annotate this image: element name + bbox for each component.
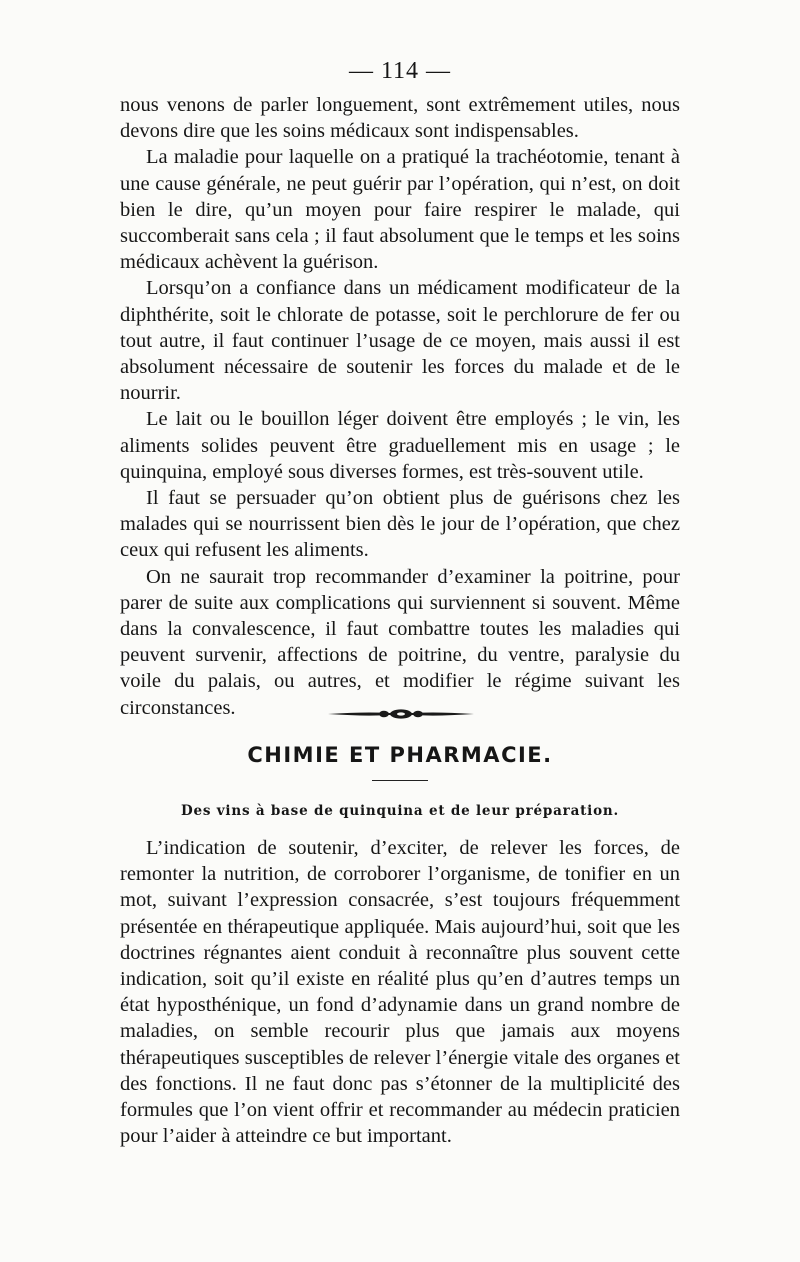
paragraph: L’indication de soutenir, d’exciter, de relever les forces, de remonter la nutrition, de corroborer l’organisme, de tonifier en un mot, suivant l’expression consacrée, s’est toujours fréquemment présentée en thérapeutique appliquée. Mais aujourd’hui, soit que les doctrines régnantes aient conduit à reconnaître plus souvent cette indication, soit qu’il existe en réalité plus qu’en d’autres temps un état hyposthénique, un fond d’adynamie dans un grand nombre de maladies, on semble recourir plus que jamais aux moyens thérapeutiques susceptibles de relever l’énergie vitale des organes et des fonctions. Il ne faut donc pas s’étonner de la multiplicité des formules que l’on vient offrir et recommander au médecin praticien pour l’aider à atteindre ce but important. xyxy=(120,837,680,1148)
paragraph: Il faut se persuader qu’on obtient plus de guérisons chez les malades qui se nourrissent bien dès le jour de l’opération, que chez ceux qui refusent les aliments. xyxy=(120,487,680,562)
body-text-bottom xyxy=(120,835,680,1149)
paragraph: On ne saurait trop recommander d’examiner la poitrine, pour parer de suite aux complications qui surviennent si souvent. Même dans la convalescence, il faut combattre toutes les maladies qui peuvent survenir, affections de poitrine, du ventre, paralysie du voile du palais, ou autres, et modifier le régime suivant les circonstances. xyxy=(120,565,680,719)
paragraph: La maladie pour laquelle on a pratiqué la trachéotomie, tenant à une cause générale, ne peut guérir par l’opération, qui n’est, on doit bien le dire, qu’un moyen pour faire respirer le malade, qui succomberait sans cela ; il faut absolument que le temps et les soins médicaux achèvent la guérison. xyxy=(120,146,680,274)
title-underline xyxy=(372,780,428,781)
ornamental-divider-icon xyxy=(326,706,476,722)
paragraph-continuation: nous venons de parler longuement, sont extrêmement utiles, nous devons dire que les soins médicaux sont indispensables. xyxy=(120,94,680,143)
section-subtitle: Des vins à base de quinquina et de leur préparation. xyxy=(180,803,620,819)
section-title: CHIMIE ET PHARMACIE. xyxy=(247,743,553,767)
paragraph: Le lait ou le bouillon léger doivent être employés ; le vin, les aliments solides peuvent être graduellement mis en usage ; le quinquina, employé sous diverses formes, est très-souvent utile. xyxy=(120,408,680,483)
paragraph: Lorsqu’on a confiance dans un médicament modificateur de la diphthérite, soit le chlorate de potasse, soit le perchlorure de fer ou tout autre, il faut continuer l’usage de ce moyen, mais aussi il est absolument nécessaire de soutenir les forces du malade et de le nourrir. xyxy=(120,277,680,405)
page-number: — 114 — xyxy=(348,58,452,84)
body-text-top xyxy=(120,92,680,721)
